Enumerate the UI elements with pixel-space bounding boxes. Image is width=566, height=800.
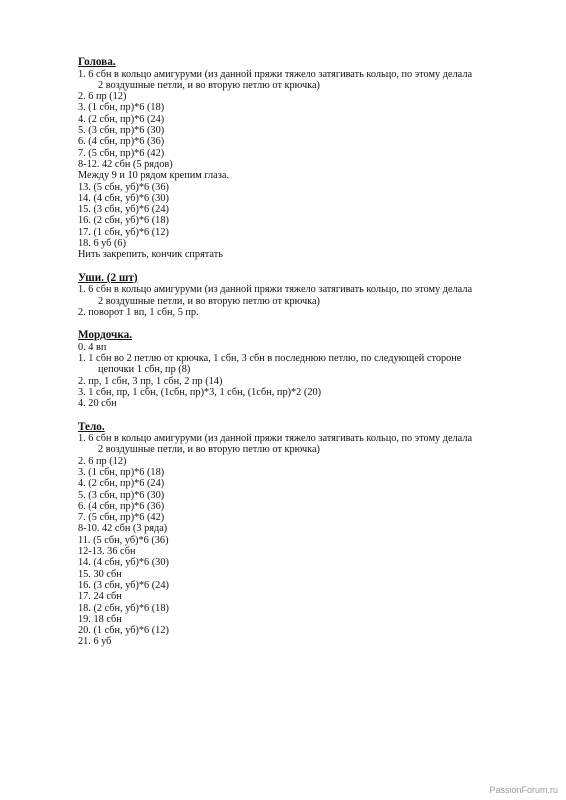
instruction-line: 0. 4 вп <box>78 341 107 353</box>
instruction-line: 1. 6 сбн в кольцо амигуруми (из данной пряжи тяжело затягивать кольцо, по этому делала <box>78 284 473 296</box>
instruction-line: 19. 18 сбн <box>78 613 122 625</box>
instruction-line: 4. 20 сбн <box>78 398 117 410</box>
instruction-line: 5. (3 сбн, пр)*6 (30) <box>78 125 165 137</box>
instruction-line: 16. (3 сбн, уб)*6 (24) <box>78 579 169 591</box>
instruction-line: 8-12. 42 сбн (5 рядов) <box>78 158 173 170</box>
section-title: Голова. <box>78 56 116 68</box>
instruction-line: 15. 30 сбн <box>78 568 122 580</box>
instruction-line: 21. 6 уб <box>78 636 112 648</box>
instruction-line: 7. (5 сбн, пр)*6 (42) <box>78 512 165 524</box>
instruction-line: 14. (4 сбн, уб)*6 (30) <box>78 192 169 204</box>
instruction-line: Между 9 и 10 рядом крепим глаза. <box>78 170 229 182</box>
instruction-line: 6. (4 сбн, пр)*6 (36) <box>78 500 165 512</box>
instruction-line: 11. (5 сбн, уб)*6 (36) <box>78 534 169 546</box>
section-body <box>78 422 548 648</box>
instruction-line: 1. 1 сбн во 2 петлю от крючка, 1 сбн, 3 сбн в последнюю петлю, по следующей стороне <box>78 353 462 365</box>
instruction-line: 2. 6 пр (12) <box>78 455 127 467</box>
section-ears <box>78 273 548 318</box>
instruction-line: 2 воздушные петли, и во вторую петлю от крючка) <box>98 79 320 91</box>
instruction-line: 15. (3 сбн, уб)*6 (24) <box>78 204 169 216</box>
instruction-line: 2 воздушные петли, и во вторую петлю от крючка) <box>98 295 320 307</box>
instruction-line: 5. (3 сбн, пр)*6 (30) <box>78 489 165 501</box>
instruction-line: 4. (2 сбн, пр)*6 (24) <box>78 113 165 125</box>
instruction-line: 2. 6 пр (12) <box>78 91 127 103</box>
instruction-line: цепочки 1 сбн, пр (8) <box>98 364 191 376</box>
section-muzzle <box>78 330 548 409</box>
instruction-line: Нить закрепить, кончик спрятать <box>78 249 223 261</box>
instruction-line: 1. 6 сбн в кольцо амигуруми (из данной пряжи тяжело затягивать кольцо, по этому делала <box>78 433 473 445</box>
instruction-line: 3. (1 сбн, пр)*6 (18) <box>78 466 165 478</box>
instruction-line: 2. пр, 1 сбн, 3 пр, 1 сбн, 2 пр (14) <box>78 375 223 387</box>
section-title: Мордочка. <box>78 329 133 342</box>
site-watermark: PassionForum.ru <box>489 785 558 795</box>
instruction-line: 2. поворот 1 вп, 1 сбн, 5 пр. <box>78 306 199 318</box>
section-title: Тело. <box>78 420 105 433</box>
instruction-line: 2 воздушные петли, и во вторую петлю от крючка) <box>98 444 320 456</box>
section-head <box>78 57 548 261</box>
instruction-line: 16. (2 сбн, уб)*6 (18) <box>78 215 169 227</box>
instruction-line: 18. 6 уб (6) <box>78 238 127 250</box>
instruction-line: 7. (5 сбн, пр)*6 (42) <box>78 147 165 159</box>
instruction-line: 12-13. 36 сбн <box>78 546 136 558</box>
instruction-line: 3. 1 сбн, пр, 1 сбн, (1сбн, пр)*3, 1 сбн, (1сбн, пр)*2 (20) <box>78 386 322 398</box>
instruction-line: 1. 6 сбн в кольцо амигуруми (из данной пряжи тяжело затягивать кольцо, по этому делала <box>78 68 473 80</box>
instruction-line: 14. (4 сбн, уб)*6 (30) <box>78 557 169 569</box>
instruction-line: 18. (2 сбн, уб)*6 (18) <box>78 602 169 614</box>
instruction-line: 17. (1 сбн, уб)*6 (12) <box>78 226 169 238</box>
document-page <box>78 57 548 648</box>
instruction-line: 4. (2 сбн, пр)*6 (24) <box>78 478 165 490</box>
instruction-line: 17. 24 сбн <box>78 591 122 603</box>
instruction-line: 3. (1 сбн, пр)*6 (18) <box>78 102 165 114</box>
instruction-line: 8-10. 42 сбн (3 ряда) <box>78 523 168 535</box>
instruction-line: 13. (5 сбн, уб)*6 (36) <box>78 181 169 193</box>
instruction-line: 6. (4 сбн, пр)*6 (36) <box>78 136 165 148</box>
instruction-line: 20. (1 сбн, уб)*6 (12) <box>78 625 169 637</box>
section-title: Уши. (2 шт) <box>78 271 138 284</box>
